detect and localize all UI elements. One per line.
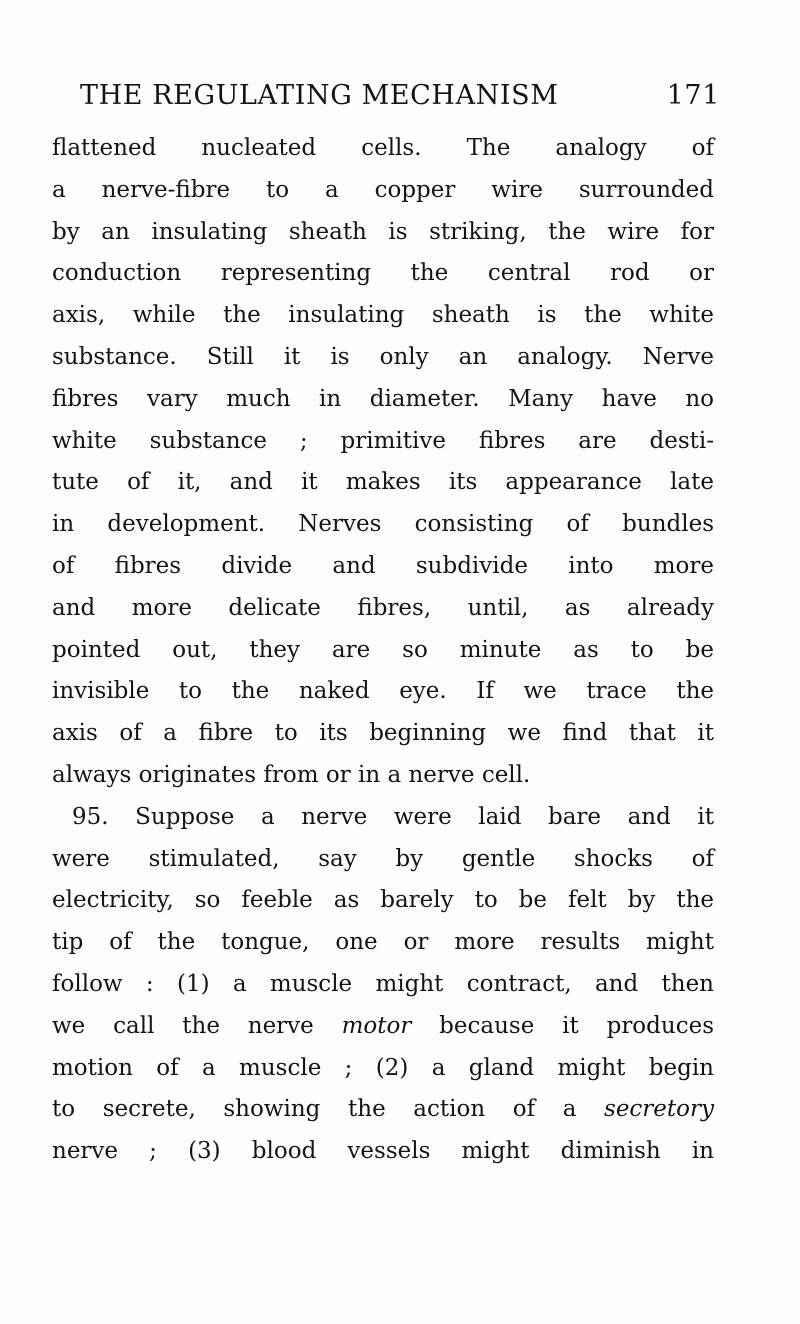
paragraph-end-line: always originates from or in a nerve cell. [52, 761, 531, 788]
text-line: in development. Nerves consisting of bundles [52, 511, 714, 538]
text-segment: we call the nerve [52, 1012, 342, 1039]
running-head [80, 76, 720, 116]
text-line: white substance ; primitive fibres are desti- [52, 427, 714, 454]
text-line-with-italic [52, 1089, 714, 1131]
text-line: axis of a fibre to its beginning we find that it [52, 720, 714, 747]
text-line: substance. Still it is only an analogy. Nerve [52, 343, 714, 370]
text-line: and more delicate fibres, until, as already [52, 594, 714, 621]
text-line: flattened nucleated cells. The analogy of [52, 135, 714, 161]
text-line: tute of it, and it makes its appearance late [52, 469, 714, 496]
running-head-title: THE REGULATING MECHANISM [80, 80, 559, 111]
text-segment: because it produces [411, 1012, 714, 1039]
text-line: nerve ; (3) blood vessels might diminish in [52, 1138, 714, 1165]
text-line: of fibres divide and subdivide into more [52, 552, 714, 579]
section-95-first-line: 95. Suppose a nerve were laid bare and it [72, 803, 714, 830]
text-line: tip of the tongue, one or more results might [52, 929, 714, 956]
text-line: conduction representing the central rod or [52, 260, 714, 287]
body-text [52, 128, 714, 1173]
text-line: invisible to the naked eye. If we trace the [52, 678, 714, 705]
text-line: electricity, so feeble as barely to be felt by the [52, 887, 714, 914]
text-line: by an insulating sheath is striking, the wire for [52, 218, 714, 245]
text-line: axis, while the insulating sheath is the white [52, 302, 714, 329]
text-line: a nerve-fibre to a copper wire surrounded [52, 176, 714, 203]
text-segment: to secrete, showing the action of a [52, 1096, 605, 1123]
text-line: pointed out, they are so minute as to be [52, 636, 714, 663]
italic-term-motor: motor [341, 1012, 412, 1039]
italic-term-secretory: secretory [604, 1096, 714, 1123]
text-line: were stimulated, say by gentle shocks of [52, 845, 714, 872]
text-line: motion of a muscle ; (2) a gland might begin [52, 1054, 714, 1081]
page-number: 171 [666, 80, 720, 111]
text-line: fibres vary much in diameter. Many have no [52, 385, 714, 412]
text-line-with-italic [52, 1006, 714, 1048]
text-line: follow : (1) a muscle might contract, and then [52, 970, 714, 997]
